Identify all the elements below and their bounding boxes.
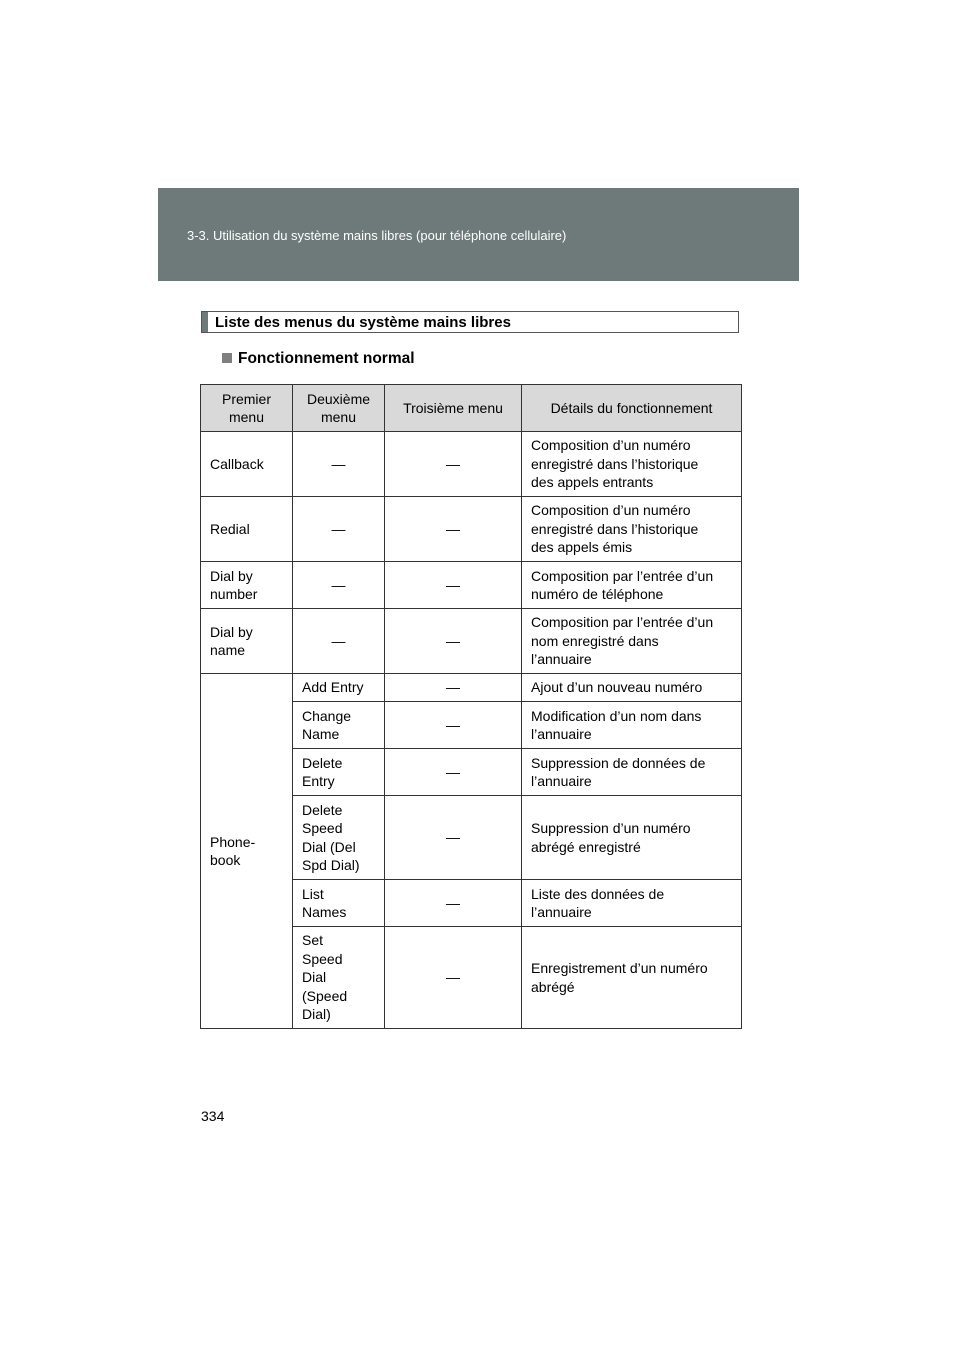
detail-cell: Modification d’un nom dans l’annuaire: [522, 702, 742, 749]
table-row: [201, 562, 742, 609]
menu-table: [200, 384, 742, 1029]
table-row: [201, 609, 742, 674]
section-title-accent-bar: [202, 312, 208, 332]
subsection-heading: [222, 350, 415, 368]
first-menu-cell: Callback: [201, 432, 293, 497]
detail-cell: Suppression de données de l’annuaire: [522, 749, 742, 796]
first-menu-cell: Dial by number: [201, 562, 293, 609]
dash-cell: —: [385, 497, 522, 562]
table-row: [201, 432, 742, 497]
dash-cell: —: [293, 562, 385, 609]
second-menu-cell: Change Name: [293, 702, 385, 749]
dash-cell: —: [293, 497, 385, 562]
phonebook-first-menu-cell: Phone- book: [201, 674, 293, 1029]
detail-cell: Composition d’un numéro enregistré dans l’historique des appels émis: [522, 497, 742, 562]
dash-cell: —: [385, 432, 522, 497]
detail-cell: Enregistrement d’un numéro abrégé: [522, 927, 742, 1029]
dash-cell: —: [293, 609, 385, 674]
table-header-row: [201, 385, 742, 432]
first-menu-cell: Dial by name: [201, 609, 293, 674]
dash-cell: —: [385, 562, 522, 609]
page-number: 334: [201, 1108, 225, 1124]
second-menu-cell: Add Entry: [293, 674, 385, 702]
second-menu-cell: Delete Entry: [293, 749, 385, 796]
section-title-box: [201, 311, 739, 333]
table-row: [201, 497, 742, 562]
dash-cell: —: [293, 432, 385, 497]
dash-cell: —: [385, 702, 522, 749]
chapter-header-title: 3-3. Utilisation du système mains libres (pour téléphone cellulaire): [187, 228, 567, 243]
header-details: Détails du fonctionnement: [522, 385, 742, 432]
dash-cell: —: [385, 796, 522, 880]
detail-cell: Suppression d’un numéro abrégé enregistré: [522, 796, 742, 880]
dash-cell: —: [385, 880, 522, 927]
header-first-menu: Premier menu: [201, 385, 293, 432]
subsection-title: Fonctionnement normal: [238, 350, 415, 367]
detail-cell: Liste des données de l’annuaire: [522, 880, 742, 927]
section-title: Liste des menus du système mains libres: [215, 314, 511, 331]
first-menu-cell: Redial: [201, 497, 293, 562]
dash-cell: —: [385, 674, 522, 702]
detail-cell: Composition par l’entrée d’un nom enregistré dans l’annuaire: [522, 609, 742, 674]
detail-cell: Composition d’un numéro enregistré dans l’historique des appels entrants: [522, 432, 742, 497]
detail-cell: Composition par l’entrée d’un numéro de téléphone: [522, 562, 742, 609]
second-menu-cell: Delete Speed Dial (Del Spd Dial): [293, 796, 385, 880]
header-second-menu: Deuxième menu: [293, 385, 385, 432]
dash-cell: —: [385, 927, 522, 1029]
square-bullet-icon: [222, 353, 232, 363]
dash-cell: —: [385, 609, 522, 674]
chapter-header-band: [158, 188, 799, 281]
detail-cell: Ajout d’un nouveau numéro: [522, 674, 742, 702]
second-menu-cell: List Names: [293, 880, 385, 927]
header-third-menu: Troisième menu: [385, 385, 522, 432]
dash-cell: —: [385, 749, 522, 796]
second-menu-cell: Set Speed Dial (Speed Dial): [293, 927, 385, 1029]
table-row: [201, 674, 742, 702]
